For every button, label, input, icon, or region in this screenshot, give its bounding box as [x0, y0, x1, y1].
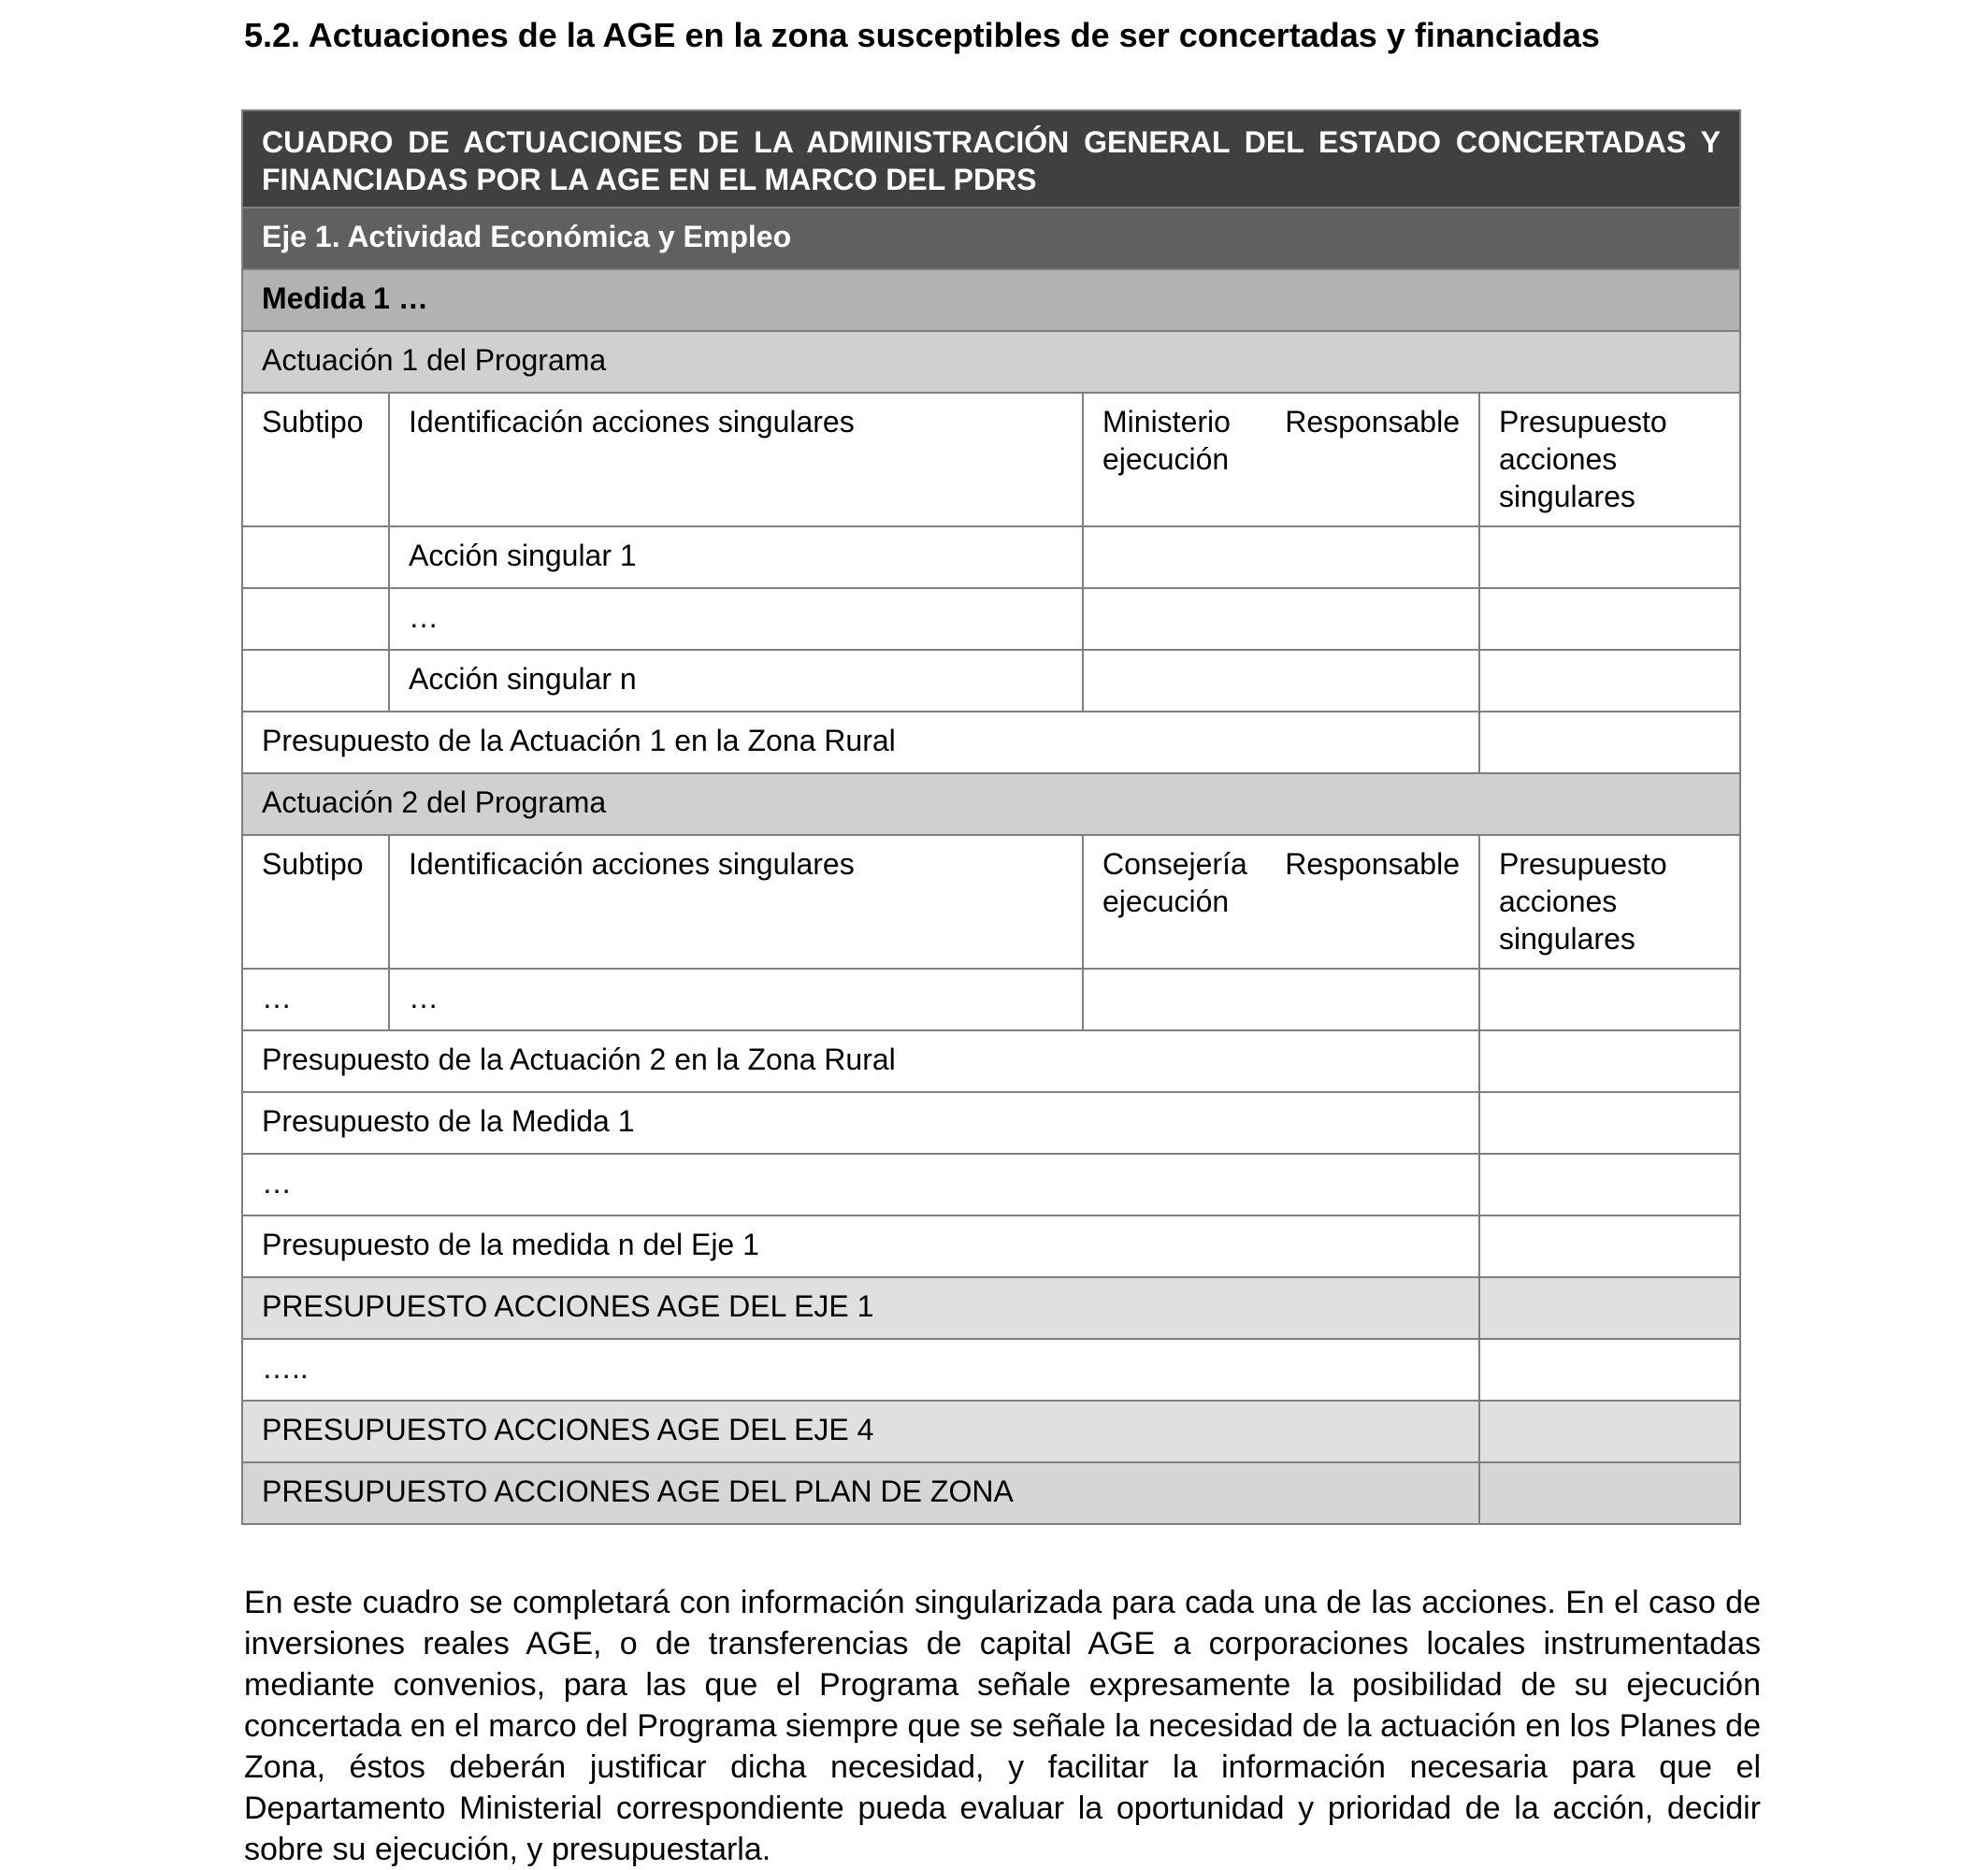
cell-subtipo	[242, 650, 389, 712]
ellipsis-value	[1479, 1154, 1740, 1216]
actuacion-2-total-label: Presupuesto de la Actuación 2 en la Zona Rural	[242, 1030, 1479, 1092]
actuacion-2-total-row	[242, 1030, 1740, 1092]
header-subtipo: Subtipo	[242, 393, 389, 526]
cell-presupuesto	[1479, 650, 1740, 712]
medida-n-total-row	[242, 1216, 1740, 1277]
table-title-row	[242, 110, 1740, 208]
cell-responsable	[1083, 526, 1479, 588]
table-row	[242, 526, 1740, 588]
cell-subtipo	[242, 526, 389, 588]
medida-label: Medida 1 …	[242, 269, 1740, 331]
actuacion-2-header-row	[242, 835, 1740, 969]
ellipsis-row	[242, 1339, 1740, 1401]
table-row	[242, 969, 1740, 1030]
section-heading: 5.2. Actuaciones de la AGE en la zona susceptibles de ser concertadas y financiadas	[244, 16, 1600, 54]
eje-4-total-value	[1479, 1401, 1740, 1462]
eje-1-total-label: PRESUPUESTO ACCIONES AGE DEL EJE 1	[242, 1277, 1479, 1339]
header-subtipo: Subtipo	[242, 835, 389, 969]
plan-zona-total-label: PRESUPUESTO ACCIONES AGE DEL PLAN DE ZONA	[242, 1462, 1479, 1524]
header-identificacion: Identificación acciones singulares	[389, 393, 1083, 526]
actuacion-2-total-value	[1479, 1030, 1740, 1092]
header-identificacion: Identificación acciones singulares	[389, 835, 1083, 969]
eje-row	[242, 208, 1740, 269]
medida-1-total-label: Presupuesto de la Medida 1	[242, 1092, 1479, 1154]
header-responsable-text: Ministerio Responsable ejecución	[1102, 405, 1460, 476]
cell-accion: …	[389, 969, 1083, 1030]
medida-n-total-value	[1479, 1216, 1740, 1277]
actuacion-1-row	[242, 331, 1740, 393]
cell-presupuesto	[1479, 969, 1740, 1030]
header-responsable	[1083, 835, 1479, 969]
cell-accion: Acción singular n	[389, 650, 1083, 712]
cell-accion: Acción singular 1	[389, 526, 1083, 588]
header-responsable-text: Consejería Responsable ejecución	[1102, 847, 1460, 918]
header-presupuesto: Presupuesto acciones singulares	[1479, 393, 1740, 526]
ellipsis-value	[1479, 1339, 1740, 1401]
actuacion-1-label: Actuación 1 del Programa	[242, 331, 1740, 393]
actuacion-2-label: Actuación 2 del Programa	[242, 773, 1740, 835]
ellipsis-label: …	[242, 1154, 1479, 1216]
actuacion-1-header-row	[242, 393, 1740, 526]
actuacion-1-total-row	[242, 712, 1740, 773]
ellipsis-row	[242, 1154, 1740, 1216]
actuacion-1-total-label: Presupuesto de la Actuación 1 en la Zona Rural	[242, 712, 1479, 773]
medida-1-total-row	[242, 1092, 1740, 1154]
cell-responsable	[1083, 650, 1479, 712]
medida-row	[242, 269, 1740, 331]
table-title: CUADRO DE ACTUACIONES DE LA ADMINISTRACIÓN GENERAL DEL ESTADO CONCERTADAS Y FINANCIADAS POR LA AGE EN EL MARCO DEL PDRS	[242, 110, 1740, 208]
ellipsis-label: …..	[242, 1339, 1479, 1401]
eje-1-total-value	[1479, 1277, 1740, 1339]
eje-1-total-row	[242, 1277, 1740, 1339]
medida-n-total-label: Presupuesto de la medida n del Eje 1	[242, 1216, 1479, 1277]
cell-subtipo	[242, 588, 389, 650]
eje-label: Eje 1. Actividad Económica y Empleo	[242, 208, 1740, 269]
medida-1-total-value	[1479, 1092, 1740, 1154]
plan-zona-total-value	[1479, 1462, 1740, 1524]
cell-accion: …	[389, 588, 1083, 650]
explanatory-paragraph: En este cuadro se completará con información singularizada para cada una de las acciones. En el caso de inversiones reales AGE, o de transferencias de capital AGE a corporaciones locales instrumentadas mediante convenios, para las que el Programa señale expresamente la posibilidad de su ejecución concertada en el marco del Programa siempre que se señale la necesidad de la actuación en los Planes de Zona, éstos deberán justificar dicha necesidad, y facilitar la información necesaria para que el Departamento Ministerial correspondiente pueda evaluar la oportunidad y prioridad de la acción, decidir sobre su ejecución, y presupuestarla.	[244, 1585, 1761, 1867]
table-row	[242, 650, 1740, 712]
plan-zona-total-row	[242, 1462, 1740, 1524]
cell-presupuesto	[1479, 588, 1740, 650]
actuaciones-table	[241, 109, 1741, 1525]
header-responsable	[1083, 393, 1479, 526]
actuacion-1-total-value	[1479, 712, 1740, 773]
eje-4-total-label: PRESUPUESTO ACCIONES AGE DEL EJE 4	[242, 1401, 1479, 1462]
cell-presupuesto	[1479, 526, 1740, 588]
table-row	[242, 588, 1740, 650]
actuacion-2-row	[242, 773, 1740, 835]
cell-subtipo: …	[242, 969, 389, 1030]
cell-responsable	[1083, 588, 1479, 650]
cell-responsable	[1083, 969, 1479, 1030]
eje-4-total-row	[242, 1401, 1740, 1462]
header-presupuesto: Presupuesto acciones singulares	[1479, 835, 1740, 969]
